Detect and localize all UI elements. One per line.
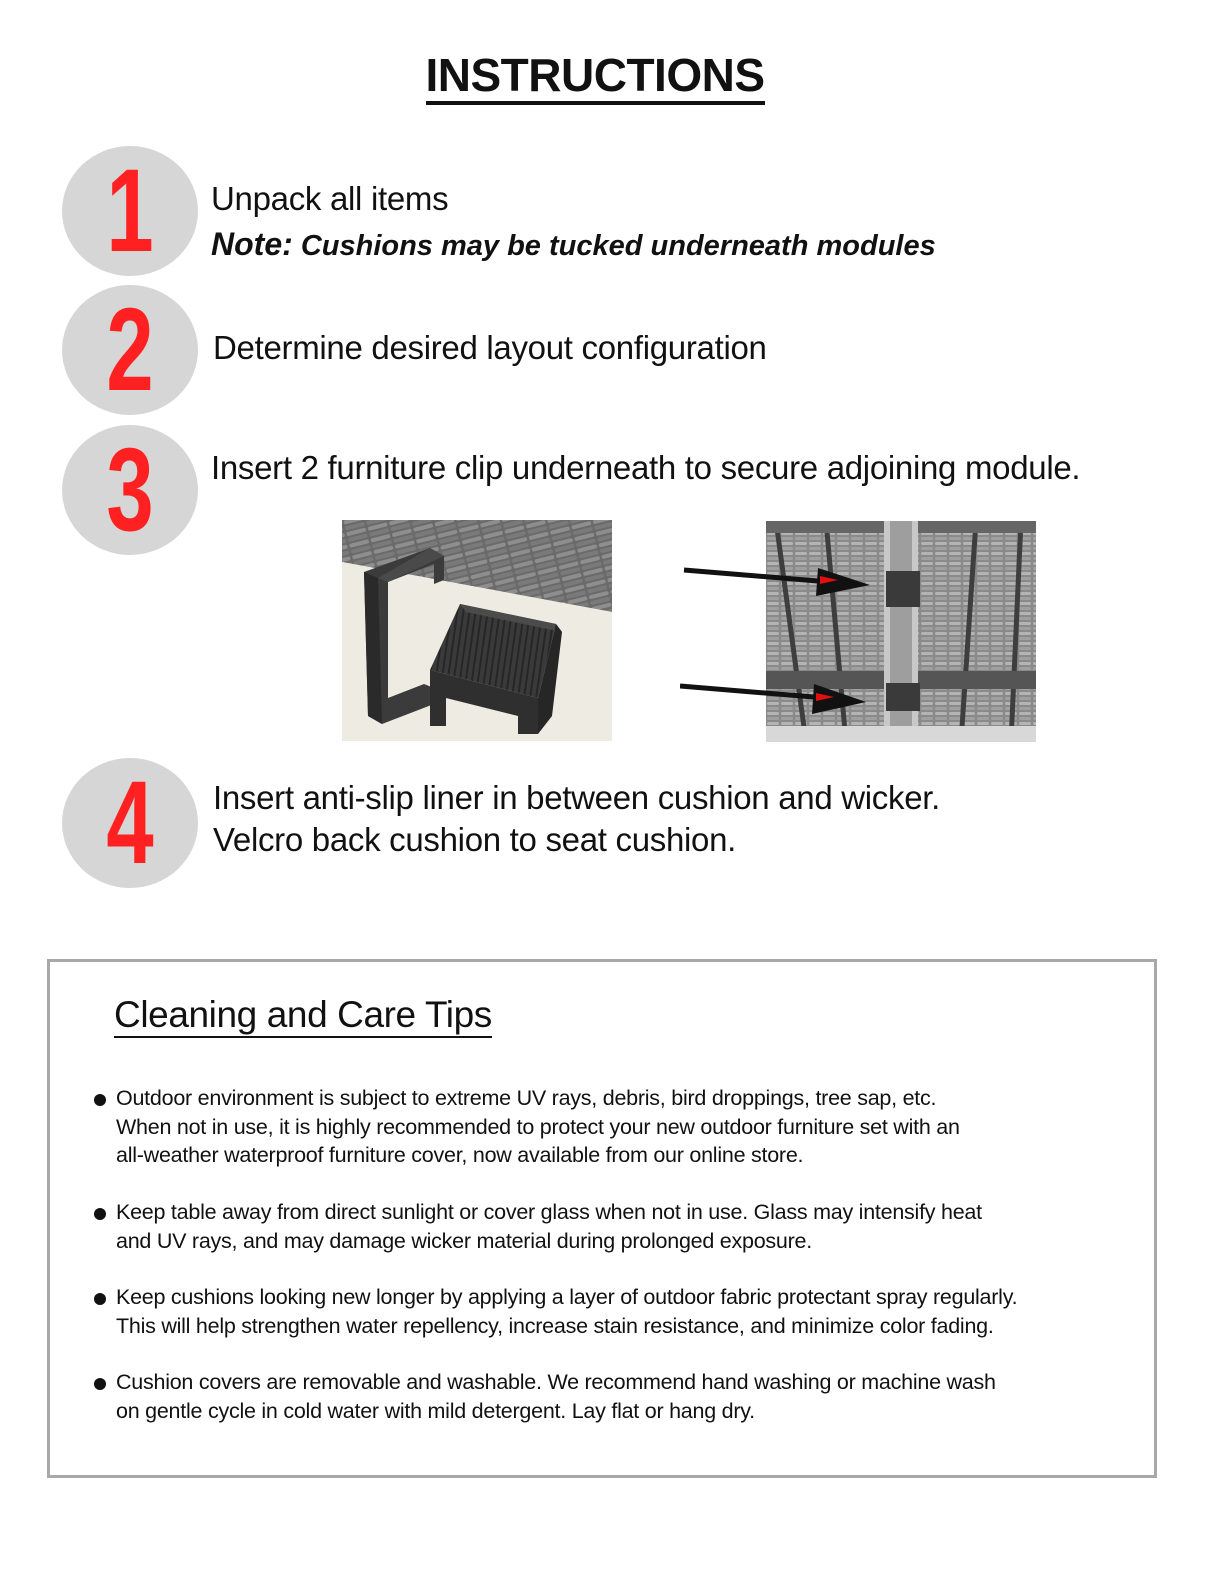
step-2-text: Determine desired layout configuration xyxy=(213,329,767,366)
upper-arrow-icon xyxy=(684,568,870,596)
bullet-icon xyxy=(94,1378,106,1390)
page-title-text: INSTRUCTIONS xyxy=(426,49,765,105)
care-tips-box xyxy=(47,959,1157,1478)
step-1-note-text: Cushions may be tucked underneath modules xyxy=(292,230,936,262)
step-1-note-label: Note: xyxy=(211,226,293,262)
step-1-text: Unpack all items xyxy=(211,180,449,217)
care-tip-line: Keep table away from direct sunlight or cover glass when not in use. Glass may intensify heat xyxy=(116,1200,982,1224)
care-tip-line: Keep cushions looking new longer by applying a layer of outdoor fabric protectant spray regularly. xyxy=(116,1285,1018,1309)
care-tip-line: When not in use, it is highly recommended to protect your new outdoor furniture set with an xyxy=(116,1114,960,1139)
care-tip xyxy=(90,1198,1130,1255)
lower-arrow-icon xyxy=(680,684,866,714)
care-tip xyxy=(90,1283,1130,1340)
care-tip xyxy=(90,1084,1130,1170)
furniture-clip-illustration xyxy=(342,520,612,741)
step-2-number: 2 xyxy=(106,284,154,416)
care-tips-title-text: Cleaning and Care Tips xyxy=(114,994,492,1038)
step-2-badge xyxy=(62,285,198,415)
step-3-text: Insert 2 furniture clip underneath to secure adjoining module. xyxy=(211,449,1081,486)
care-tip-line: Cushion covers are removable and washable. We recommend hand washing or machine wash xyxy=(116,1370,996,1394)
bullet-icon xyxy=(94,1094,106,1106)
bullet-icon xyxy=(94,1293,106,1305)
step-4-line-1: Insert anti-slip liner in between cushion and wicker. xyxy=(213,779,940,816)
step-1-note xyxy=(211,226,936,263)
furniture-clip-photo xyxy=(342,520,612,741)
step-1-number: 1 xyxy=(106,145,154,277)
step-4-number: 4 xyxy=(106,757,154,889)
care-tips-title xyxy=(114,994,492,1036)
page-title xyxy=(0,48,1190,102)
step-3-badge xyxy=(62,425,198,555)
step-4-line-2: Velcro back cushion to seat cushion. xyxy=(213,821,737,858)
arrow-icons xyxy=(680,556,890,726)
care-tip-line: This will help strengthen water repellency, increase stain resistance, and minimize color fading. xyxy=(116,1313,994,1338)
care-tip-line: all-weather waterproof furniture cover, now available from our online store. xyxy=(116,1143,804,1167)
care-tip xyxy=(90,1368,1130,1425)
care-tip-line: Outdoor environment is subject to extreme UV rays, debris, bird droppings, tree sap, etc. xyxy=(116,1086,937,1110)
step-3-number: 3 xyxy=(106,424,154,556)
step-4-badge xyxy=(62,758,198,888)
care-tip-line: and UV rays, and may damage wicker material during prolonged exposure. xyxy=(116,1228,812,1253)
bullet-icon xyxy=(94,1208,106,1220)
step-1-badge xyxy=(62,146,198,276)
care-tip-line: on gentle cycle in cold water with mild detergent. Lay flat or hang dry. xyxy=(116,1398,755,1423)
